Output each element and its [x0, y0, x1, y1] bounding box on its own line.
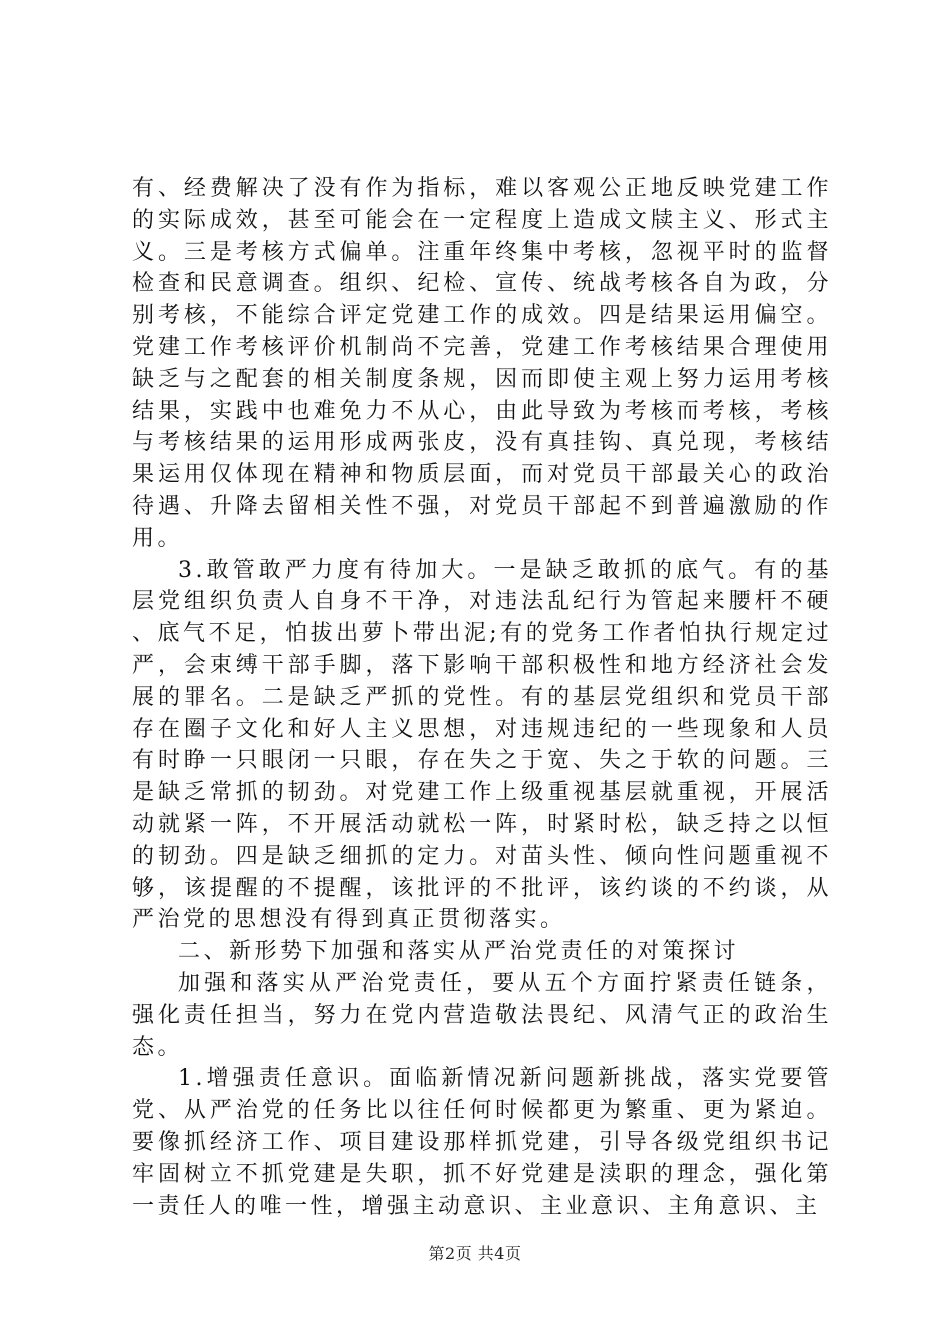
- paragraph-section-3: 3.敢管敢严力度有待加大。一是缺乏敢抓的底气。有的基层党组织负责人自身不干净，对违法乱纪行为管起来腰杆不硬、底气不足，怕拔出萝卜带出泥;有的党务工作者怕执行规定过严，会束缚干部手脚，落下影响干部积极性和地方经济社会发展的罪名。二是缺乏严抓的党性。有的基层党组织和党员干部存在圈子文化和好人主义思想，对违规违纪的一些现象和人员有时睁一只眼闭一只眼，存在失之于宽、失之于软的问题。三是缺乏常抓的韧劲。对党建工作上级重视基层就重视，开展活动就紧一阵，不开展活动就松一阵，时紧时松，缺乏持之以恒的韧劲。四是缺乏细抓的定力。对苗头性、倾向性问题重视不够，该提醒的不提醒，该批评的不批评，该约谈的不约谈，从严治党的思想没有得到真正贯彻落实。: [132, 557, 832, 933]
- page-number-footer: 第2页 共4页: [428, 1244, 522, 1263]
- document-body: [132, 173, 832, 1222]
- paragraph-intro: 加强和落实从严治党责任，要从五个方面拧紧责任链条，强化责任担当，努力在党内营造敬法畏纪、风清气正的政治生态。: [132, 970, 832, 1060]
- paragraph-item-1: 1.增强责任意识。面临新情况新问题新挑战，落实党要管党、从严治党的任务比以往任何时候都更为繁重、更为紧迫。要像抓经济工作、项目建设那样抓党建，引导各级党组织书记牢固树立不抓党建是失职，抓不好党建是渎职的理念，强化第一责任人的唯一性，增强主动意识、主业意识、主角意识、主: [132, 1066, 832, 1219]
- section-heading-two: 二、新形势下加强和落实从严治党责任的对策探讨: [178, 939, 740, 965]
- paragraph-continuation: 有、经费解决了没有作为指标，难以客观公正地反映党建工作的实际成效，甚至可能会在一定程度上造成文牍主义、形式主义。三是考核方式偏单。注重年终集中考核，忽视平时的监督检查和民意调查。组织、纪检、宣传、统战考核各自为政，分别考核，不能综合评定党建工作的成效。四是结果运用偏空。党建工作考核评价机制尚不完善，党建工作考核结果合理使用缺乏与之配套的相关制度条规，因而即使主观上努力运用考核结果，实践中也难免力不从心，由此导致为考核而考核，考核与考核结果的运用形成两张皮，没有真挂钩、真兑现，考核结果运用仅体现在精神和物质层面，而对党员干部最关心的政治待遇、升降去留相关性不强，对党员干部起不到普遍激励的作用。: [132, 176, 832, 551]
